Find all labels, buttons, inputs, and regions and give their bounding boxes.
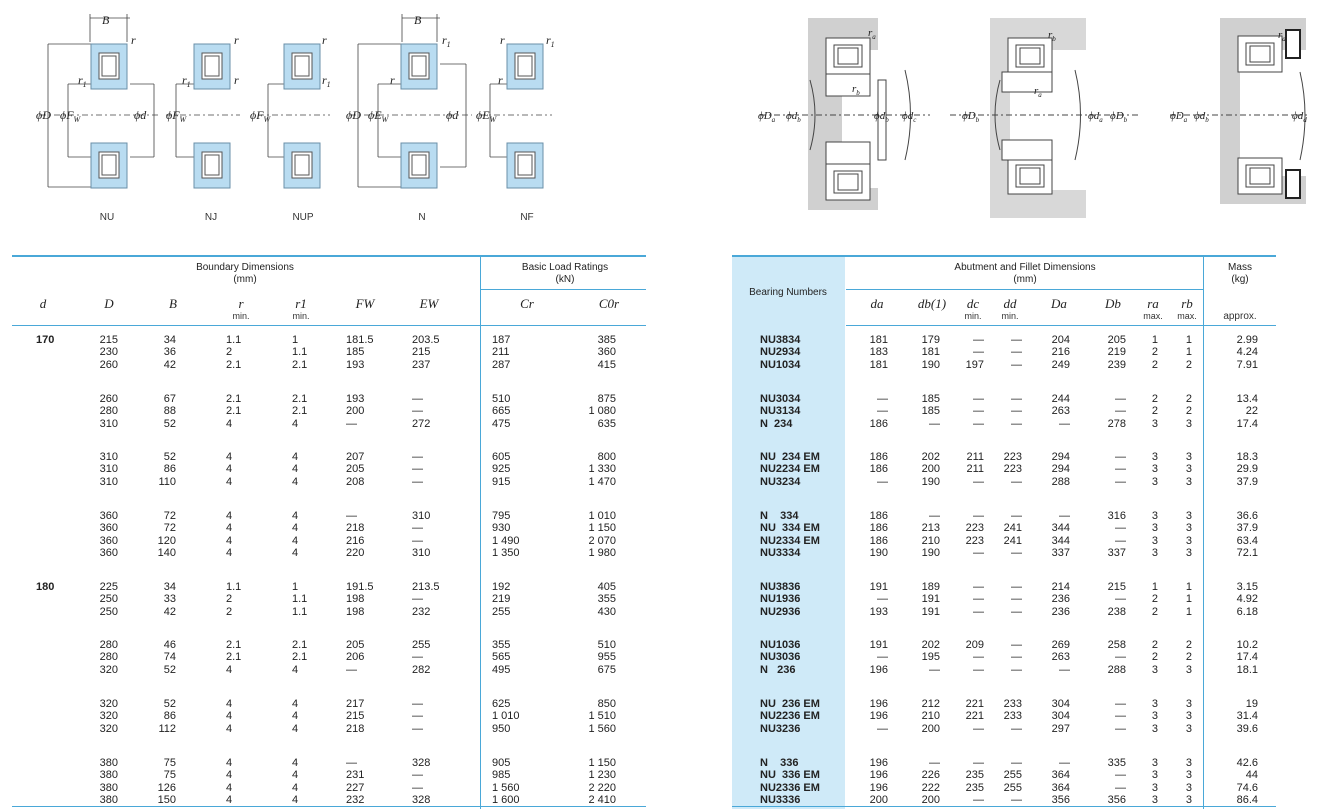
col-ra-max: max. xyxy=(1143,311,1163,321)
cell-dd: — — — xyxy=(1011,581,1022,618)
cell-dd: — 241 241 — xyxy=(1003,510,1022,559)
cell-r: 4 4 4 4 xyxy=(226,757,233,806)
cell-db: 258 — 288 xyxy=(1107,639,1126,676)
cell-d: 360 360 360 360 xyxy=(99,510,118,559)
cell-da: 191 — 193 xyxy=(869,581,888,618)
col-dd: dd xyxy=(1003,296,1017,311)
cell-fw: 191.5 198 198 xyxy=(346,581,374,618)
svg-text:r: r xyxy=(390,73,395,87)
col-r1-min: min. xyxy=(292,311,310,321)
col-D: D xyxy=(104,296,114,311)
col-Cr: Cr xyxy=(520,296,534,311)
svg-text:r: r xyxy=(498,73,503,87)
svg-text:ϕdb: $\phi d_b$ xyxy=(1194,110,1209,124)
cell-r: 4 4 4 xyxy=(226,451,233,488)
col-Da: Da xyxy=(1051,296,1067,311)
cell-fw: 193 200 — xyxy=(346,393,365,430)
load-ratings-unit: (kN) xyxy=(555,274,575,285)
cell-ew: 255 — 282 xyxy=(412,639,431,676)
figure-label: NU xyxy=(99,212,115,223)
cell-d: 280 280 320 xyxy=(99,639,118,676)
col-Fw: FW xyxy=(355,296,375,311)
cell-cr: 192 219 255 xyxy=(492,581,511,618)
svg-text:ϕdc: $\phi d_c$ xyxy=(902,110,917,124)
cell-cr: 905 985 1 560 1 600 xyxy=(492,757,520,806)
left-table-divider xyxy=(480,257,481,809)
cell-da: 186 186 186 190 xyxy=(869,510,888,559)
cell-bn: NU 234 EM NU2234 EM NU3234 xyxy=(760,451,820,488)
svg-text:ϕDb: $\phi D_b$ xyxy=(962,110,980,124)
cell-ra: 3 3 3 3 xyxy=(1151,510,1158,559)
cell-mass: 13.4 22 17.4 xyxy=(1236,393,1258,430)
cell-da: 244 263 — xyxy=(1051,393,1070,430)
svg-text:ϕFW: $\phi F_W$ xyxy=(166,108,187,124)
svg-text:ϕDa: $\phi D_a$ xyxy=(1170,110,1188,124)
cell-dd: — 255 255 — xyxy=(1003,757,1022,806)
load-ratings-header: Basic Load Ratings xyxy=(521,262,609,273)
cell-b: 52 86 110 xyxy=(158,451,176,488)
figure-label: NJ xyxy=(204,212,218,223)
cell-r: 1.1 2 2.1 xyxy=(226,334,242,371)
svg-text:ϕEW: $\phi E_W$ xyxy=(476,108,497,124)
cell-db: 189 191 191 xyxy=(921,581,940,618)
cell-dc: — — — xyxy=(973,393,984,430)
col-rb-max: max. xyxy=(1177,311,1197,321)
cell-db: 316 — — 337 xyxy=(1107,510,1126,559)
cell-da: 269 263 — xyxy=(1051,639,1070,676)
cell-ew: — — 272 xyxy=(412,393,431,430)
svg-text:rb: $r_b$ xyxy=(852,83,860,97)
cell-da: 196 196 196 200 xyxy=(869,757,888,806)
cell-dc: — 235 235 — xyxy=(965,757,984,806)
cell-db: 335 — — 356 xyxy=(1107,757,1126,806)
svg-text:ϕdd: $\phi d_d$ xyxy=(1292,110,1307,124)
cell-mass: 19 31.4 39.6 xyxy=(1236,698,1258,735)
abutment-header: Abutment and Fillet Dimensions xyxy=(954,262,1096,273)
mass-header: Mass xyxy=(1228,262,1252,273)
cell-r1: 4 4 4 4 xyxy=(292,510,299,559)
cell-fw: 217 215 218 xyxy=(346,698,365,735)
svg-text:r1: $r_1$ xyxy=(182,73,191,89)
svg-text:ϕd: ϕd xyxy=(446,108,459,122)
right-header-bottom-rule xyxy=(846,325,1276,326)
cell-ra: 3 3 3 3 xyxy=(1151,757,1158,806)
cell-ew: 213.5 — 232 xyxy=(412,581,440,618)
cell-rb: 2 2 3 xyxy=(1185,639,1192,676)
cell-r1: 4 4 4 xyxy=(292,451,299,488)
svg-text:ϕDa: $\phi D_a$ xyxy=(758,110,776,124)
cell-da: 191 — 196 xyxy=(869,639,888,676)
cell-ra: 2 2 3 xyxy=(1151,393,1158,430)
col-Db: Db xyxy=(1105,296,1121,311)
cell-r1: 2.1 2.1 4 xyxy=(292,393,308,430)
cell-r: 4 4 4 4 xyxy=(226,510,233,559)
cell-r1: 2.1 2.1 4 xyxy=(292,639,308,676)
cell-mass: 2.99 4.24 7.91 xyxy=(1236,334,1258,371)
cell-db: 205 219 239 xyxy=(1107,334,1126,371)
cell-mass: 3.15 4.92 6.18 xyxy=(1236,581,1258,618)
figure-label: NF xyxy=(520,212,534,223)
col-dd-min: min. xyxy=(1001,311,1019,321)
svg-text:r: r xyxy=(234,33,239,47)
cell-r: 2.1 2.1 4 xyxy=(226,393,242,430)
bore-diameter: 170 xyxy=(36,334,55,346)
cell-rb: 3 3 3 3 xyxy=(1185,757,1192,806)
cell-da: 181 183 181 xyxy=(869,334,888,371)
cell-d: 260 280 310 xyxy=(99,393,118,430)
load-header-rule xyxy=(481,289,646,290)
cell-ew: 310 — — 310 xyxy=(412,510,431,559)
cell-db: — — — xyxy=(1115,698,1126,735)
cell-r1: 4 4 4 xyxy=(292,698,299,735)
cell-c0r: 385 360 415 xyxy=(597,334,616,371)
cell-db: — 226 222 200 xyxy=(921,757,940,806)
svg-text:r1: $r_1$ xyxy=(442,33,451,49)
cell-rb: 3 3 3 3 xyxy=(1185,510,1192,559)
cell-b: 52 86 112 xyxy=(158,698,176,735)
cell-ew: — — — xyxy=(412,451,423,488)
cell-d: 310 310 310 xyxy=(99,451,118,488)
abutment-header-rule xyxy=(846,289,1203,290)
col-r1: r1 xyxy=(295,296,307,311)
left-table-top-rule xyxy=(12,255,646,257)
col-ra: ra xyxy=(1147,296,1159,311)
svg-text:r1: $r_1$ xyxy=(546,33,555,49)
cell-bn: NU3034 NU3134 N 234 xyxy=(760,393,801,430)
cell-ra: 1 2 2 xyxy=(1151,334,1158,371)
bore-diameter: 180 xyxy=(36,581,55,593)
right-table-top-rule xyxy=(732,255,1276,257)
cell-r1: 1 1.1 1.1 xyxy=(292,581,308,618)
svg-text:ϕd: ϕd xyxy=(134,108,147,122)
cell-c0r: 800 1 330 1 470 xyxy=(588,451,616,488)
cell-dc: — — 197 xyxy=(965,334,984,371)
svg-text:ϕDb: $\phi D_b$ xyxy=(1110,110,1128,124)
cell-cr: 795 930 1 490 1 350 xyxy=(492,510,520,559)
svg-text:ϕda: $\phi d_a$ xyxy=(1088,110,1103,124)
cell-fw: — 218 216 220 xyxy=(346,510,365,559)
cell-ew: — — — xyxy=(412,698,423,735)
cell-rb: 1 1 1 xyxy=(1185,581,1192,618)
mass-unit: (kg) xyxy=(1231,274,1249,285)
svg-text:ϕD: ϕD xyxy=(36,108,51,122)
svg-text:r1: $r_1$ xyxy=(322,73,331,89)
cell-ra: 2 2 3 xyxy=(1151,639,1158,676)
cell-rb: 2 2 3 xyxy=(1185,393,1192,430)
col-Ew: EW xyxy=(419,296,439,311)
cell-bn: NU3836 NU1936 NU2936 xyxy=(760,581,801,618)
svg-text:B: B xyxy=(414,13,422,27)
cell-b: 34 36 42 xyxy=(163,334,176,371)
cell-d: 225 250 250 xyxy=(99,581,118,618)
cell-bn: NU3834 NU2934 NU1034 xyxy=(760,334,801,371)
cell-dd: — — — xyxy=(1011,393,1022,430)
boundary-dimensions-unit: (mm) xyxy=(233,274,257,285)
cell-db: — — — xyxy=(1115,451,1126,488)
cell-da: 304 304 297 xyxy=(1051,698,1070,735)
cell-ew: 203.5 215 237 xyxy=(412,334,440,371)
cell-rb: 3 3 3 xyxy=(1185,451,1192,488)
svg-text:ϕdb: $\phi d_b$ xyxy=(874,110,889,124)
abutment-unit: (mm) xyxy=(1013,274,1037,285)
col-r-min: min. xyxy=(232,311,250,321)
cell-b: 67 88 52 xyxy=(163,393,176,430)
svg-text:ϕEW: $\phi E_W$ xyxy=(368,108,389,124)
cell-c0r: 405 355 430 xyxy=(597,581,616,618)
cell-dd: 223 223 — xyxy=(1003,451,1022,488)
cell-c0r: 510 955 675 xyxy=(597,639,616,676)
cell-cr: 187 211 287 xyxy=(492,334,511,371)
cell-fw: — 231 227 232 xyxy=(346,757,365,806)
cell-db: 215 — 238 xyxy=(1107,581,1126,618)
cell-c0r: 1 150 1 230 2 220 2 410 xyxy=(588,757,616,806)
svg-text:ϕD: ϕD xyxy=(346,108,361,122)
svg-text:r: r xyxy=(131,33,136,47)
cell-ew: 328 — — 328 xyxy=(412,757,431,806)
cell-mass: 36.6 37.9 63.4 72.1 xyxy=(1236,510,1258,559)
cell-db: 185 185 — xyxy=(921,393,940,430)
cell-dc: 211 211 — xyxy=(966,451,984,488)
cell-da: 214 236 236 xyxy=(1051,581,1070,618)
svg-text:ra: $r_a$ xyxy=(1278,29,1286,43)
cell-rb: 1 1 2 xyxy=(1185,334,1192,371)
col-db: db(1) xyxy=(917,296,947,311)
cell-mass: 42.6 44 74.6 86.4 xyxy=(1236,757,1258,806)
cell-fw: 207 205 208 xyxy=(346,451,365,488)
svg-text:rb: $r_b$ xyxy=(1048,29,1056,43)
cell-ra: 3 3 3 xyxy=(1151,698,1158,735)
cell-db: 179 181 190 xyxy=(921,334,940,371)
svg-text:ϕFW: $\phi F_W$ xyxy=(60,108,81,124)
svg-text:r: r xyxy=(234,73,239,87)
col-rb: rb xyxy=(1181,296,1193,311)
cell-da: 196 196 — xyxy=(869,698,888,735)
right-table-divider xyxy=(1203,257,1204,809)
figure-label: N xyxy=(418,212,426,223)
cell-dd: — — — xyxy=(1011,639,1022,676)
cell-db: — — 278 xyxy=(1107,393,1126,430)
cell-r: 4 4 4 xyxy=(226,698,233,735)
cell-dc: 209 — — xyxy=(965,639,984,676)
col-C0r: C0r xyxy=(598,296,620,311)
cell-d: 215 230 260 xyxy=(99,334,118,371)
cell-ra: 1 2 2 xyxy=(1151,581,1158,618)
cell-r: 1.1 2 2 xyxy=(226,581,242,618)
cell-fw: 181.5 185 193 xyxy=(346,334,374,371)
cell-rb: 3 3 3 xyxy=(1185,698,1192,735)
cell-dc: — — — xyxy=(973,581,984,618)
cell-db: 202 200 190 xyxy=(921,451,940,488)
boundary-dimensions-header: Boundary Dimensions xyxy=(196,262,294,273)
svg-text:B: B xyxy=(102,13,110,27)
col-d: d xyxy=(39,296,47,311)
cell-da: — 344 344 337 xyxy=(1051,510,1070,559)
svg-text:r: r xyxy=(322,33,327,47)
cell-c0r: 1 010 1 150 2 070 1 980 xyxy=(588,510,616,559)
svg-text:r1: $r_1$ xyxy=(78,73,87,89)
svg-text:ra: $r_a$ xyxy=(868,27,876,41)
cell-cr: 625 1 010 950 xyxy=(492,698,520,735)
cell-db: 212 210 200 xyxy=(921,698,940,735)
cell-fw: 205 206 — xyxy=(346,639,365,676)
cell-r1: 1 1.1 2.1 xyxy=(292,334,308,371)
cell-da: 204 216 249 xyxy=(1051,334,1070,371)
cell-da: — — 186 xyxy=(869,393,888,430)
col-B: B xyxy=(169,296,177,311)
cell-mass: 18.3 29.9 37.9 xyxy=(1236,451,1258,488)
cell-dd: 233 233 — xyxy=(1003,698,1022,735)
cell-ra: 3 3 3 xyxy=(1151,451,1158,488)
cell-dc: 221 221 — xyxy=(965,698,984,735)
svg-text:ϕdb: $\phi d_b$ xyxy=(786,110,801,124)
cell-b: 34 33 42 xyxy=(163,581,176,618)
cell-mass: 10.2 17.4 18.1 xyxy=(1236,639,1258,676)
bearing-numbers-header: Bearing Numbers xyxy=(749,287,827,298)
cell-da: 186 186 — xyxy=(869,451,888,488)
cell-bn: N 336 NU 336 EM NU2336 EM NU3336 xyxy=(760,757,820,806)
cell-da: 294 294 288 xyxy=(1051,451,1070,488)
cell-cr: 510 665 475 xyxy=(492,393,511,430)
svg-text:ϕFW: $\phi F_W$ xyxy=(250,108,271,124)
cell-db: — 213 210 190 xyxy=(921,510,940,559)
cell-r: 2.1 2.1 4 xyxy=(226,639,242,676)
left-header-bottom-rule xyxy=(12,325,646,326)
cell-dd: — — — xyxy=(1011,334,1022,371)
cell-cr: 605 925 915 xyxy=(492,451,511,488)
cell-db: 202 195 — xyxy=(921,639,940,676)
svg-text:ra: $r_a$ xyxy=(1034,85,1042,99)
col-dc-min: min. xyxy=(964,311,982,321)
cell-b: 46 74 52 xyxy=(163,639,176,676)
cell-r1: 4 4 4 4 xyxy=(292,757,299,806)
cell-b: 72 72 120 140 xyxy=(157,510,176,559)
svg-text:r: r xyxy=(500,33,505,47)
cell-bn: NU 236 EM NU2236 EM NU3236 xyxy=(760,698,820,735)
abutment-figures xyxy=(750,10,1310,230)
bearing-type-figures xyxy=(0,0,600,200)
col-da: da xyxy=(870,296,884,311)
cell-bn: NU1036 NU3036 N 236 xyxy=(760,639,801,676)
cell-d: 380 380 380 380 xyxy=(99,757,118,806)
cell-bn: N 334 NU 334 EM NU2334 EM NU3334 xyxy=(760,510,820,559)
cell-c0r: 850 1 510 1 560 xyxy=(588,698,616,735)
col-dc: dc xyxy=(966,296,980,311)
cell-b: 75 75 126 150 xyxy=(157,757,176,806)
cell-c0r: 875 1 080 635 xyxy=(588,393,616,430)
figure-label: NUP xyxy=(292,212,314,223)
cell-d: 320 320 320 xyxy=(99,698,118,735)
col-approx: approx. xyxy=(1223,311,1257,322)
cell-da: — 364 364 356 xyxy=(1051,757,1070,806)
col-r: r xyxy=(238,296,244,311)
cell-cr: 355 565 495 xyxy=(492,639,511,676)
cell-dc: — 223 223 — xyxy=(965,510,984,559)
